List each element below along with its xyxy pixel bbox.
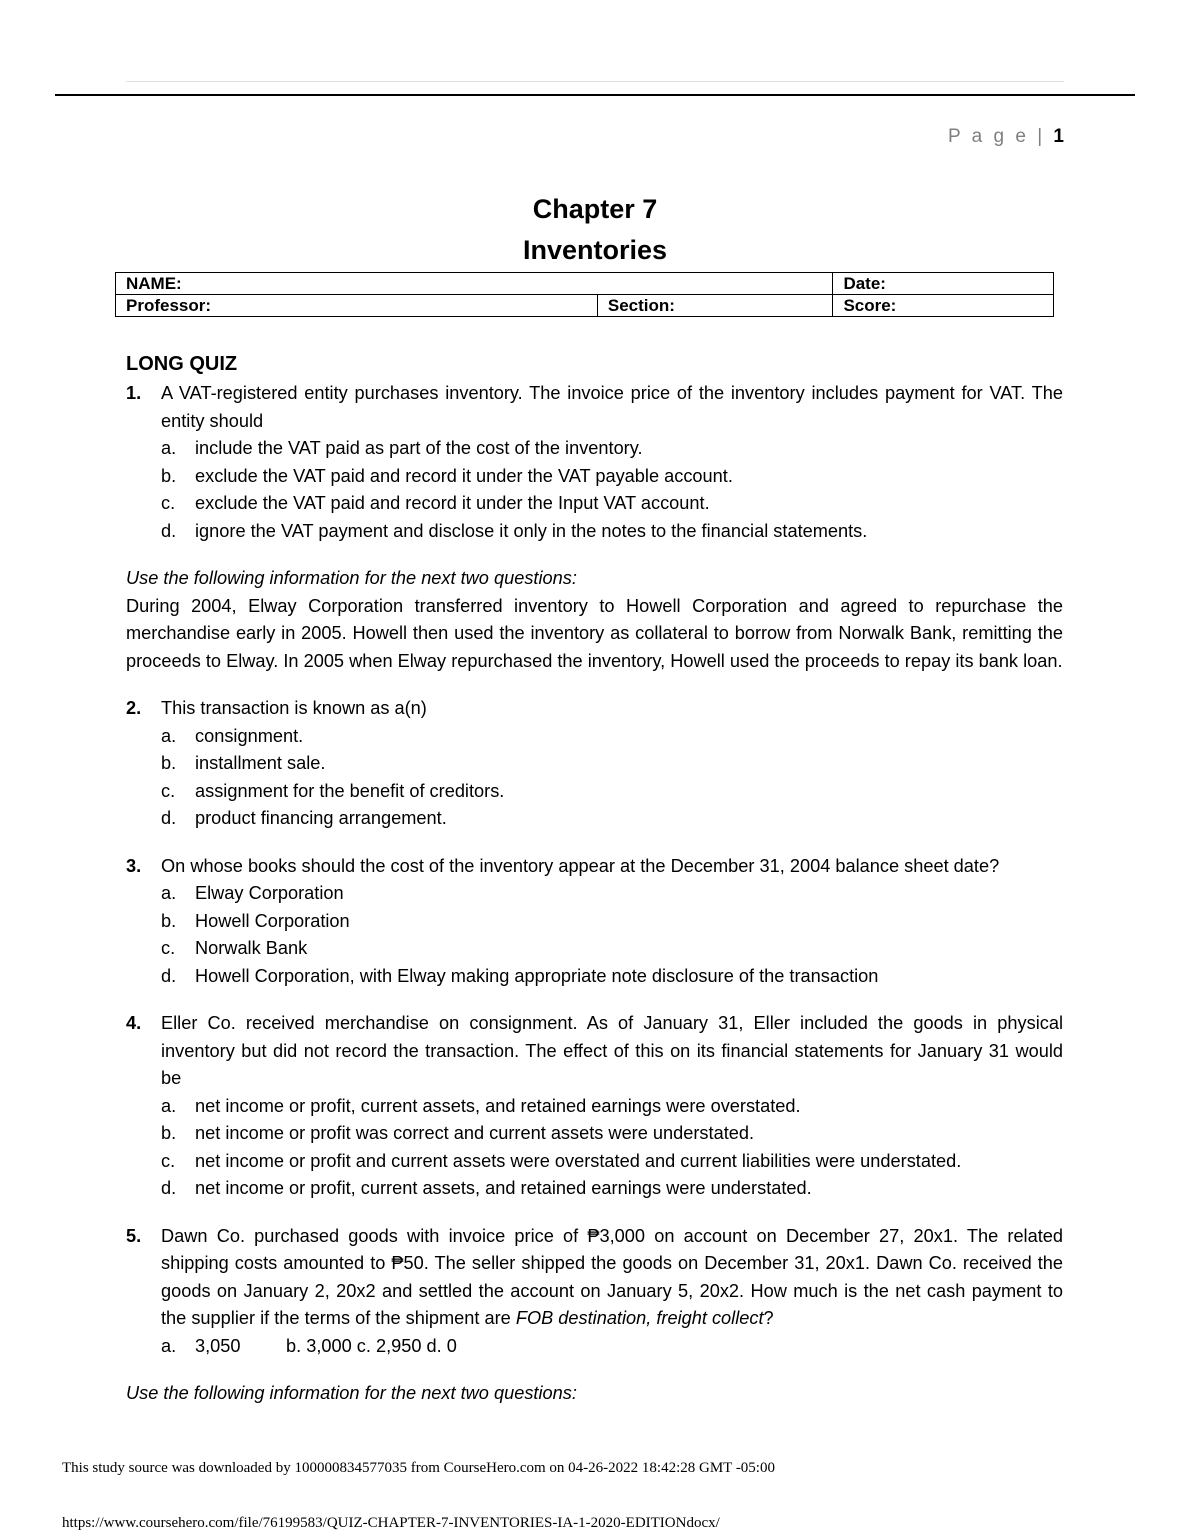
question-5 <box>126 1223 1063 1333</box>
option-letter: a. <box>161 725 177 746</box>
question-1 <box>126 380 1063 435</box>
option-letter: b. <box>161 910 177 931</box>
option-text: ignore the VAT payment and disclose it only in the notes to the financial statements. <box>195 520 868 541</box>
option <box>161 935 1063 963</box>
option <box>161 435 1063 463</box>
page-number <box>948 126 1064 148</box>
option-letter: a. <box>161 438 177 458</box>
option <box>161 805 1063 833</box>
option-letter: d. <box>161 1178 177 1198</box>
option-letter: b. <box>161 753 177 773</box>
date-cell <box>833 273 1054 295</box>
student-info-table <box>115 272 1054 317</box>
option-letter: a. <box>161 1335 177 1356</box>
inline-options <box>195 1333 1063 1361</box>
header-rule-thin <box>126 81 1064 82</box>
info-intro: Use the following information for the next two questions: <box>126 1383 577 1403</box>
question-text: On whose books should the cost of the inventory appear at the December 31, 2004 balance sheet date? <box>161 855 1000 876</box>
question-text: This transaction is known as a(n) <box>161 698 427 718</box>
question-text-main: Dawn Co. purchased goods with invoice price of ₱3,000 on account on December 27, 20x1. The related shipping costs amounted to ₱50. The seller shipped the goods on December 31, 20x1. Dawn Co. received the goods on January 2, 20x2 and settled the account on January 5, 20x2. How much is the net cash payment to the supplier if the terms of the shipment are <box>161 1225 1063 1328</box>
option <box>161 1093 1063 1121</box>
name-label: NAME: <box>126 274 182 293</box>
option <box>161 1120 1063 1148</box>
option-letter: c. <box>161 1150 176 1171</box>
option <box>161 463 1063 491</box>
section-label: Section: <box>607 296 675 315</box>
date-label: Date: <box>843 274 886 293</box>
option-text: assignment for the benefit of creditors. <box>195 780 505 801</box>
option-letter: d. <box>161 808 177 828</box>
option-letter: d. <box>161 965 177 986</box>
case-paragraph: During 2004, Elway Corporation transferred inventory to Howell Corporation and agreed to repurchase the merchandise early in 2005. Howell then used the inventory as collateral to borrow from Norwalk Bank, remitting the proceeds to Elway. In 2005 when Elway repurchased the inventory, Howell used the proceeds to repay its bank loan. <box>126 595 1063 671</box>
name-cell <box>116 273 833 295</box>
question-text: A VAT-registered entity purchases inventory. The invoice price of the inventory includes payment for VAT. The entity should <box>161 383 1063 431</box>
option-text: include the VAT paid as part of the cost of the inventory. <box>195 438 643 458</box>
section-cell <box>597 295 833 317</box>
question-number: 4. <box>126 1013 142 1033</box>
option-text: product financing arrangement. <box>195 808 447 828</box>
option-row <box>161 1333 1063 1361</box>
option-letter: b. <box>161 1123 177 1143</box>
score-cell <box>833 295 1054 317</box>
option-letter: b. <box>161 465 177 486</box>
question-4 <box>126 1010 1063 1093</box>
option-text: exclude the VAT paid and record it under the VAT payable account. <box>195 465 733 486</box>
option-letter: a. <box>161 883 177 903</box>
question-number: 3. <box>126 855 142 876</box>
option-letter: a. <box>161 1095 177 1116</box>
option-letter: c. <box>161 493 176 513</box>
chapter-subtitle: Inventories <box>522 235 668 265</box>
score-label: Score: <box>843 296 897 315</box>
option-text: exclude the VAT paid and record it under the Input VAT account. <box>195 493 710 513</box>
option-text: net income or profit was correct and current assets were understated. <box>195 1123 755 1143</box>
option <box>161 1175 1063 1203</box>
option-letter: d. <box>161 520 177 541</box>
option <box>161 1148 1063 1176</box>
option <box>161 963 1063 991</box>
option <box>161 723 1063 751</box>
question-3 <box>126 853 1063 881</box>
option-text: Howell Corporation, with Elway making appropriate note disclosure of the transaction <box>195 965 879 986</box>
option <box>161 750 1063 778</box>
option <box>161 518 1063 546</box>
option-letter: c. <box>161 780 176 801</box>
option-text: consignment. <box>195 725 304 746</box>
option-text: net income or profit, current assets, and retained earnings were overstated. <box>195 1095 801 1116</box>
option-letter: c. <box>161 938 176 958</box>
professor-label: Professor: <box>126 296 212 315</box>
page-label: P a g e | <box>948 126 1046 147</box>
option-text: Elway Corporation <box>195 883 344 903</box>
question-text <box>161 1223 1063 1333</box>
option-text: Howell Corporation <box>195 910 350 931</box>
option <box>161 778 1063 806</box>
shipment-terms: FOB destination, freight collect <box>515 1308 764 1328</box>
option-a-value: 3,050 <box>195 1335 241 1356</box>
page-number-value: 1 <box>1053 126 1064 147</box>
professor-cell <box>116 295 598 317</box>
option <box>161 908 1063 936</box>
question-2 <box>126 695 1063 723</box>
question-number: 5. <box>126 1225 142 1246</box>
quiz-heading: LONG QUIZ <box>126 353 238 375</box>
question-number: 2. <box>126 698 142 718</box>
quiz-content <box>126 350 1063 1408</box>
question-mark: ? <box>763 1308 774 1328</box>
question-number: 1. <box>126 383 142 403</box>
other-options: b. 3,000 c. 2,950 d. 0 <box>286 1335 457 1356</box>
download-notice: This study source was downloaded by 100000834577035 from CourseHero.com on 04-26-2022 18:42:28 GMT -05:00 <box>62 1460 775 1476</box>
option-text: net income or profit, current assets, and retained earnings were understated. <box>195 1178 812 1198</box>
option <box>161 490 1063 518</box>
question-text: Eller Co. received merchandise on consignment. As of January 31, Eller included the goods in physical inventory but did not record the transaction. The effect of this on its financial statements for January 31 would be <box>161 1013 1063 1088</box>
option-text: net income or profit and current assets were overstated and current liabilities were understated. <box>195 1150 962 1171</box>
option <box>161 880 1063 908</box>
header-rule <box>55 94 1135 96</box>
option-text: Norwalk Bank <box>195 938 308 958</box>
chapter-title: Chapter 7 <box>532 194 658 224</box>
option-text: installment sale. <box>195 753 326 773</box>
info-intro: Use the following information for the next two questions: <box>126 568 577 588</box>
source-url: https://www.coursehero.com/file/76199583/QUIZ-CHAPTER-7-INVENTORIES-IA-1-2020-EDITIONdocx/ <box>62 1515 720 1531</box>
